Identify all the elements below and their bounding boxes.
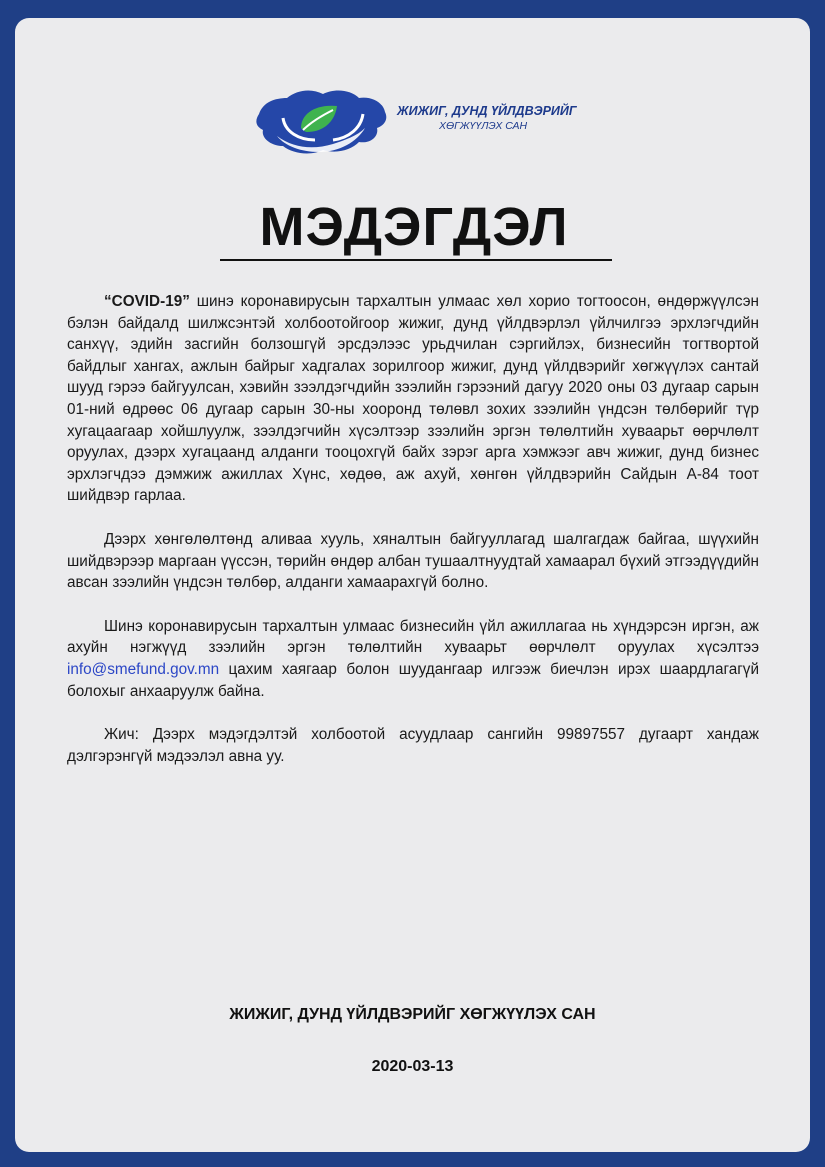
- paragraph-1-text: шинэ коронавирусын тархалтын улмаас хөл хорио тогтоосон, өндөржүүлсэн бэлэн байдалд шилжсэнтэй холбоотойгоор жижиг, дунд үйлдвэрлэл үйлчилгээ эрхлэгчдийн санхүү, эдийн засгийн болзошгүй эрсдэлээс урьдчилан сэргийлэх, бизнесийн тогтвортой байдлыг хангах, ажлын байрыг хадгалах зорилгоор жижиг, дунд үйлдвэрийг хөгжүүлэх сантай шууд гэрээ байгуулсан, хэвийн зээлдэгчдийн зээлийн гэрээний дагуу 2020 оны 03 дугаар сарын 01-ний өдрөөс 06 дугаар сарын 30-ны хооронд төлөвл зохих зээлийн үндсэн төлбөрийг түр хугацаагаар хойшлуулж, зээлдэгчийн хүсэлтээр зээлийн эргэн төлөлтийн хуваарьт өөрчлөлт оруулах, дээрх хугацаанд алданги тооцохгүй байх зэрэг арга хэмжээг авч жижиг, дунд бизнес эрхлэгчдээ дэмжиж ажиллах Хүнс, хөдөө, аж ахуй, хөнгөн үйлдвэрийн Сайдын А-84 тоот шийдвэр гарлаа.: [67, 293, 759, 505]
- email-link[interactable]: info@smefund.gov.mn: [67, 660, 220, 678]
- mongolia-map-hands-icon: [253, 84, 393, 158]
- organization-logo: [253, 84, 593, 158]
- notice-card: [15, 18, 810, 1152]
- footer-date: 2020-03-13: [371, 1058, 454, 1075]
- paragraph-3-before: Шинэ коронавирусын тархалтын улмаас бизнесийн үйл ажиллагаа нь хүндэрсэн иргэн, аж ахуйн нэгжүүд зээлийн эргэн төлөлтийн хуваарьт өөрчлөлт оруулах хүсэлтээ: [67, 617, 759, 657]
- paragraph-1: [67, 291, 759, 507]
- title-underline: [220, 259, 612, 261]
- paragraph-4: Жич: Дээрх мэдэгдэлтэй холбоотой асуудлаар сангийн 99897557 дугаарт хандаж дэлгэрэнгүй мэдээлэл авна уу.: [67, 726, 759, 765]
- paragraph-2: Дээрх хөнгөлөлтөнд аливаа хууль, хяналтын байгууллагад шалгагдаж байгаа, шүүхийн шийдвэрээр маргаан үүссэн, төрийн өндөр албан тушаалтнуудтай хамаарал бүхий этгээдүүдийн авсан зээлийн үндсэн төлбөр, алданги хамаарахгүй болно.: [67, 530, 759, 592]
- notice-title: МЭДЭГДЭЛ: [259, 197, 569, 257]
- paragraph-3-after: цахим хаягаар болон шуудангаар илгээж биечлэн ирэх шаардлагагүй болохыг анхааруулж байна.: [67, 660, 759, 700]
- notice-body: [67, 291, 759, 767]
- logo-line-2: ХӨГЖҮҮЛЭХ САН: [439, 120, 528, 132]
- paragraph-3: [67, 616, 759, 702]
- covid-lead: “COVID-19”: [104, 293, 190, 310]
- logo-line-1: ЖИЖИГ, ДУНД ҮЙЛДВЭРИЙГ: [397, 104, 577, 118]
- footer-organization: ЖИЖИГ, ДУНД ҮЙЛДВЭРИЙГ ХӨГЖҮҮЛЭХ САН: [229, 1006, 596, 1023]
